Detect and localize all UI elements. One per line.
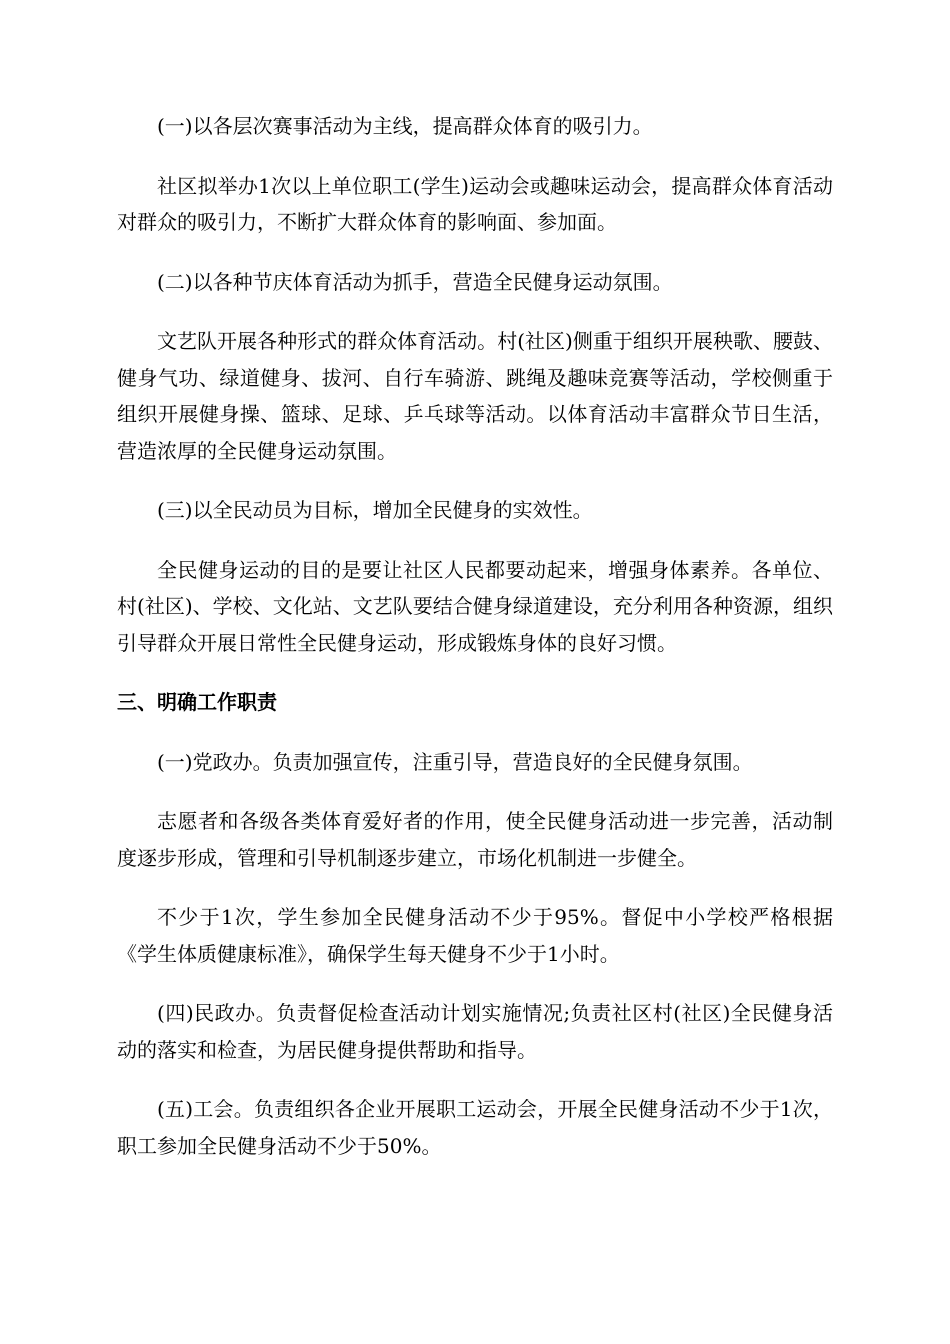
subheading-event-activities: (一)以各层次赛事活动为主线，提高群众体育的吸引力。 <box>157 114 653 138</box>
paragraph-fitness-purpose: 全民健身运动的目的是要让社区人民都要动起来，增强身体素养。各单位、村(社区)、学校、文化站、文艺队要结合健身绿道建设，充分利用各种资源，组织引导群众开展日常性全民健身运动，形成锻炼身体的良好习惯。 <box>117 557 833 655</box>
paragraph-art-team-activities: 文艺队开展各种形式的群众体育活动。村(社区)侧重于组织开展秧歌、腰鼓、健身气功、绿道健身、拔河、自行车骑游、跳绳及趣味竞赛等活动，学校侧重于组织开展健身操、篮球、足球、乒乓球等活动。以体育活动丰富群众节日生活，营造浓厚的全民健身运动氛围。 <box>117 329 833 463</box>
section-heading-responsibilities: 三、明确工作职责 <box>117 690 277 714</box>
paragraph-civil-affairs-office: (四)民政办。负责督促检查活动计划实施情况;负责社区村(社区)全民健身活动的落实和检查，为居民健身提供帮助和指导。 <box>117 1001 833 1062</box>
paragraph-trade-union: (五)工会。负责组织各企业开展职工运动会，开展全民健身活动不少于1次，职工参加全民健身活动不少于50%。 <box>117 1097 833 1158</box>
subheading-festival-activities: (二)以各种节庆体育活动为抓手，营造全民健身运动氛围。 <box>157 269 673 294</box>
paragraph-school-fitness: 不少于1次，学生参加全民健身活动不少于95%。督促中小学校严格根据《学生体质健康标准》，确保学生每天健身不少于1小时。 <box>117 905 833 966</box>
paragraph-sports-meeting: 社区拟举办1次以上单位职工(学生)运动会或趣味运动会，提高群众体育活动对群众的吸引力，不断扩大群众体育的影响面、参加面。 <box>117 173 833 234</box>
document-page <box>117 108 833 1187</box>
paragraph-party-office: (一)党政办。负责加强宣传，注重引导，营造良好的全民健身氛围。 <box>157 749 753 774</box>
paragraph-volunteers: 志愿者和各级各类体育爱好者的作用，使全民健身活动进一步完善，活动制度逐步形成，管理和引导机制逐步建立，市场化机制进一步健全。 <box>117 809 833 870</box>
subheading-mobilization: (三)以全民动员为目标，增加全民健身的实效性。 <box>157 498 593 522</box>
